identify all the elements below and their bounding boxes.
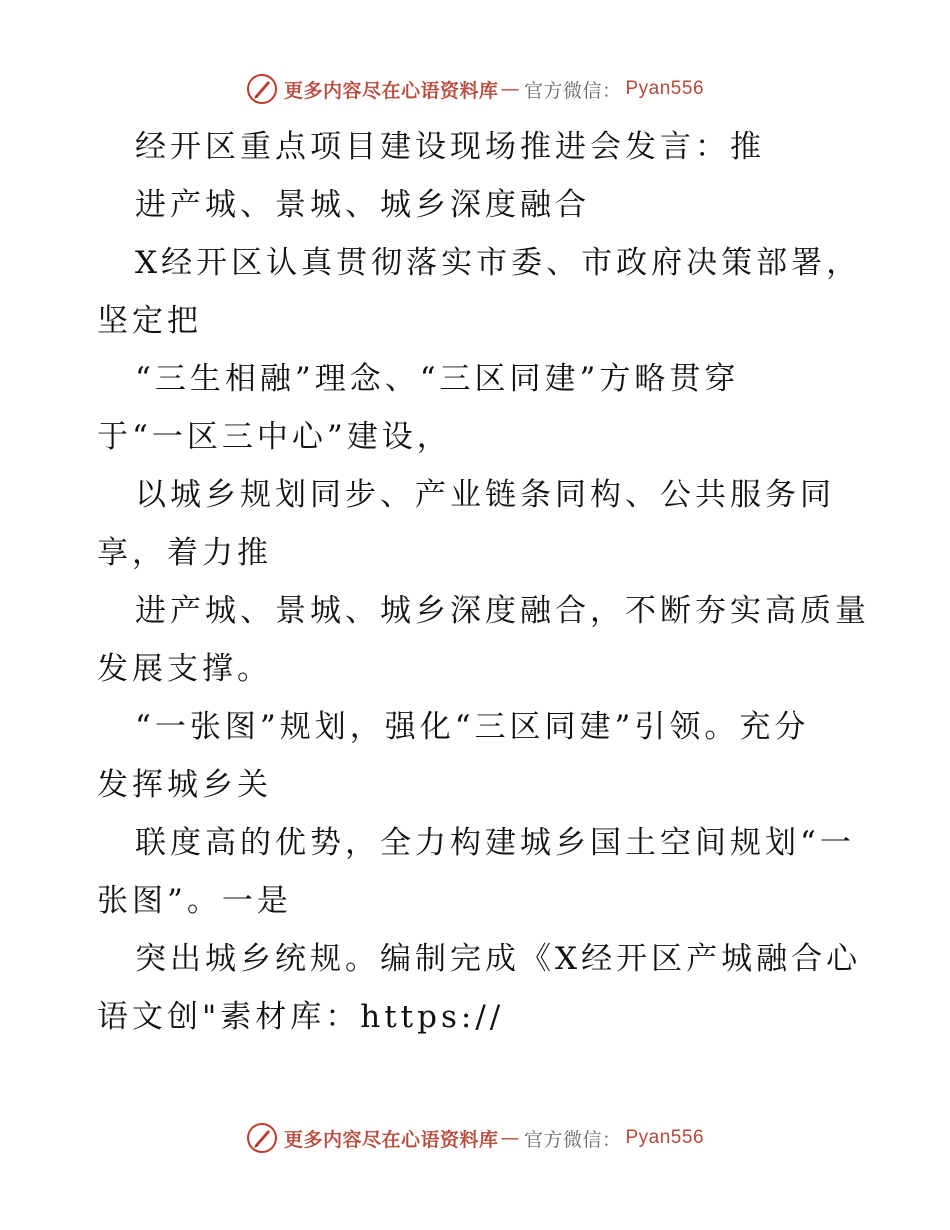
paragraph-line: 张图”。一是 <box>97 883 292 919</box>
watermark-dash: — <box>500 1127 520 1149</box>
quill-pen-logo-icon <box>246 1122 278 1154</box>
watermark-label: 官方微信： <box>523 79 622 102</box>
paragraph-line: 发挥城乡关 <box>97 767 272 803</box>
watermark-lead: 更多内容尽在心语资料库 <box>283 79 499 102</box>
paragraph-line: 进产城、景城、城乡深度融合，不断夯实高质量 <box>135 593 870 629</box>
paragraph-line: 享，着力推 <box>97 535 272 571</box>
paragraph-line: 发展支撑。 <box>97 651 272 687</box>
document-title-line: 进产城、景城、城乡深度融合 <box>135 187 590 223</box>
paragraph-line: 联度高的优势，全力构建城乡国土空间规划“一 <box>135 825 855 861</box>
paragraph-line: 坚定把 <box>97 303 202 339</box>
paragraph-line: 于“一区三中心”建设， <box>97 419 452 455</box>
header-watermark <box>0 72 950 106</box>
watermark-text <box>284 76 704 103</box>
footer-watermark <box>0 1121 950 1155</box>
paragraph-line: 语文创"素材库：https:// <box>97 999 505 1035</box>
watermark-handle: Pyan556 <box>625 78 705 99</box>
paragraph-line: 突出城乡统规。编制完成《X经开区产城融合心 <box>135 941 862 977</box>
watermark-lead: 更多内容尽在心语资料库 <box>283 1128 499 1151</box>
paragraph-line: 以城乡规划同步、产业链条同构、公共服务同 <box>135 477 835 513</box>
paragraph-line: X经开区认真贯彻落实市委、市政府决策部署， <box>135 245 862 281</box>
quill-pen-logo-icon <box>246 73 278 105</box>
watermark-handle: Pyan556 <box>625 1127 705 1148</box>
watermark-text <box>284 1125 704 1152</box>
watermark-dash: — <box>500 78 520 100</box>
watermark-label: 官方微信： <box>523 1128 622 1151</box>
document-title-line: 经开区重点项目建设现场推进会发言：推 <box>135 129 765 165</box>
paragraph-line: “一张图”规划，强化“三区同建”引领。充分 <box>135 709 810 745</box>
paragraph-line: “三生相融”理念、“三区同建”方略贯穿 <box>135 361 740 397</box>
